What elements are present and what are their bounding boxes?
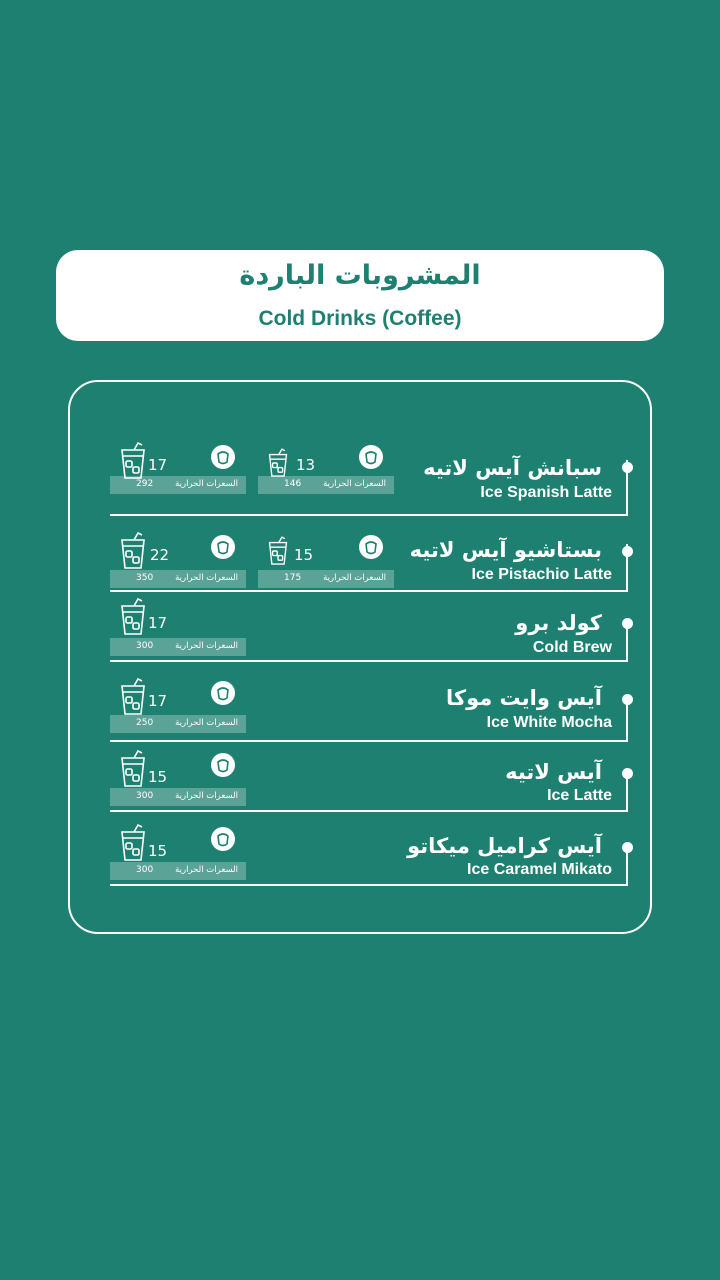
iced-cup-icon — [120, 532, 146, 570]
iced-cup-icon — [120, 678, 146, 716]
item-name-english: Ice Caramel Mikato — [467, 861, 612, 878]
size-value: 17 — [148, 614, 168, 632]
item-name-arabic: آيس وايت موكا — [445, 686, 602, 710]
size-value: 15 — [148, 842, 168, 860]
iced-cup-icon — [120, 824, 146, 862]
size-option-large[interactable] — [110, 598, 246, 650]
bullet-dot — [622, 768, 633, 779]
coffee-bean-icon — [358, 534, 384, 560]
row-divider — [110, 514, 628, 516]
size-value: 13 — [296, 456, 316, 474]
size-option-small[interactable] — [258, 532, 394, 584]
coffee-bean-icon — [210, 444, 236, 470]
item-name-english: Ice Spanish Latte — [480, 484, 612, 501]
calories-bar — [110, 476, 246, 494]
calories-value: 175 — [284, 573, 302, 583]
item-name-english: Ice Latte — [547, 787, 612, 804]
calories-label: السعرات الحرارية — [323, 573, 386, 583]
title-arabic: المشروبات الباردة — [239, 260, 481, 291]
size-option-large[interactable] — [110, 442, 246, 494]
calories-value: 300 — [136, 865, 154, 875]
calories-label: السعرات الحرارية — [175, 479, 238, 489]
menu-item-ice-pistachio-latte[interactable] — [110, 532, 628, 592]
coffee-bean-icon — [210, 752, 236, 778]
bullet-dot — [622, 546, 633, 557]
size-option-large[interactable] — [110, 532, 246, 584]
size-value: 15 — [148, 768, 168, 786]
item-name-english: Ice White Mocha — [486, 714, 612, 731]
calories-bar — [110, 570, 246, 588]
calories-bar — [110, 788, 246, 806]
calories-value: 146 — [284, 479, 302, 489]
size-option-large[interactable] — [110, 824, 246, 876]
calories-value: 300 — [136, 641, 154, 651]
coffee-bean-icon — [210, 680, 236, 706]
size-option-small[interactable] — [258, 442, 394, 494]
calories-label: السعرات الحرارية — [175, 573, 238, 583]
iced-cup-icon — [120, 598, 146, 636]
calories-label: السعرات الحرارية — [323, 479, 386, 489]
menu-item-ice-white-mocha[interactable] — [110, 682, 628, 742]
bullet-dot — [622, 462, 633, 473]
size-value: 22 — [150, 546, 170, 564]
item-name-arabic: آيس لاتيه — [505, 760, 602, 784]
menu-item-ice-latte[interactable] — [110, 756, 628, 812]
iced-cup-icon — [120, 442, 146, 480]
title-card — [56, 250, 664, 341]
iced-cup-icon — [268, 448, 288, 478]
calories-bar — [110, 715, 246, 733]
item-name-arabic: بستاشيو آيس لاتيه — [409, 538, 602, 562]
size-option-large[interactable] — [110, 678, 246, 730]
row-divider — [110, 590, 628, 592]
calories-bar — [258, 570, 394, 588]
item-name-english: Ice Pistachio Latte — [471, 566, 612, 583]
title-english: Cold Drinks (Coffee) — [258, 307, 462, 330]
size-value: 15 — [294, 546, 314, 564]
menu-item-cold-brew[interactable] — [110, 606, 628, 662]
calories-label: السعرات الحرارية — [175, 791, 238, 801]
calories-label: السعرات الحرارية — [175, 865, 238, 875]
calories-label: السعرات الحرارية — [175, 641, 238, 651]
item-name-arabic: آيس كراميل ميكاتو — [407, 834, 602, 858]
row-divider — [110, 884, 628, 886]
iced-cup-icon — [268, 536, 288, 566]
calories-label: السعرات الحرارية — [175, 718, 238, 728]
item-name-english: Cold Brew — [532, 639, 612, 656]
menu-item-ice-caramel-mikato[interactable] — [110, 830, 628, 886]
item-name-arabic: سبانش آيس لاتيه — [423, 456, 602, 480]
bullet-dot — [622, 842, 633, 853]
row-divider — [110, 810, 628, 812]
iced-cup-icon — [120, 750, 146, 788]
calories-value: 350 — [136, 573, 154, 583]
calories-bar — [258, 476, 394, 494]
row-divider — [110, 740, 628, 742]
calories-value: 300 — [136, 791, 154, 801]
coffee-bean-icon — [358, 444, 384, 470]
menu-item-ice-spanish-latte[interactable] — [110, 448, 628, 516]
calories-bar — [110, 862, 246, 880]
size-value: 17 — [148, 692, 168, 710]
calories-bar — [110, 638, 246, 656]
row-divider — [110, 660, 628, 662]
calories-value: 250 — [136, 718, 154, 728]
size-option-large[interactable] — [110, 750, 246, 802]
coffee-bean-icon — [210, 534, 236, 560]
size-value: 17 — [148, 456, 168, 474]
bullet-dot — [622, 694, 633, 705]
bullet-dot — [622, 618, 633, 629]
item-name-arabic: كولد برو — [515, 611, 602, 635]
calories-value: 292 — [136, 479, 154, 489]
coffee-bean-icon — [210, 826, 236, 852]
